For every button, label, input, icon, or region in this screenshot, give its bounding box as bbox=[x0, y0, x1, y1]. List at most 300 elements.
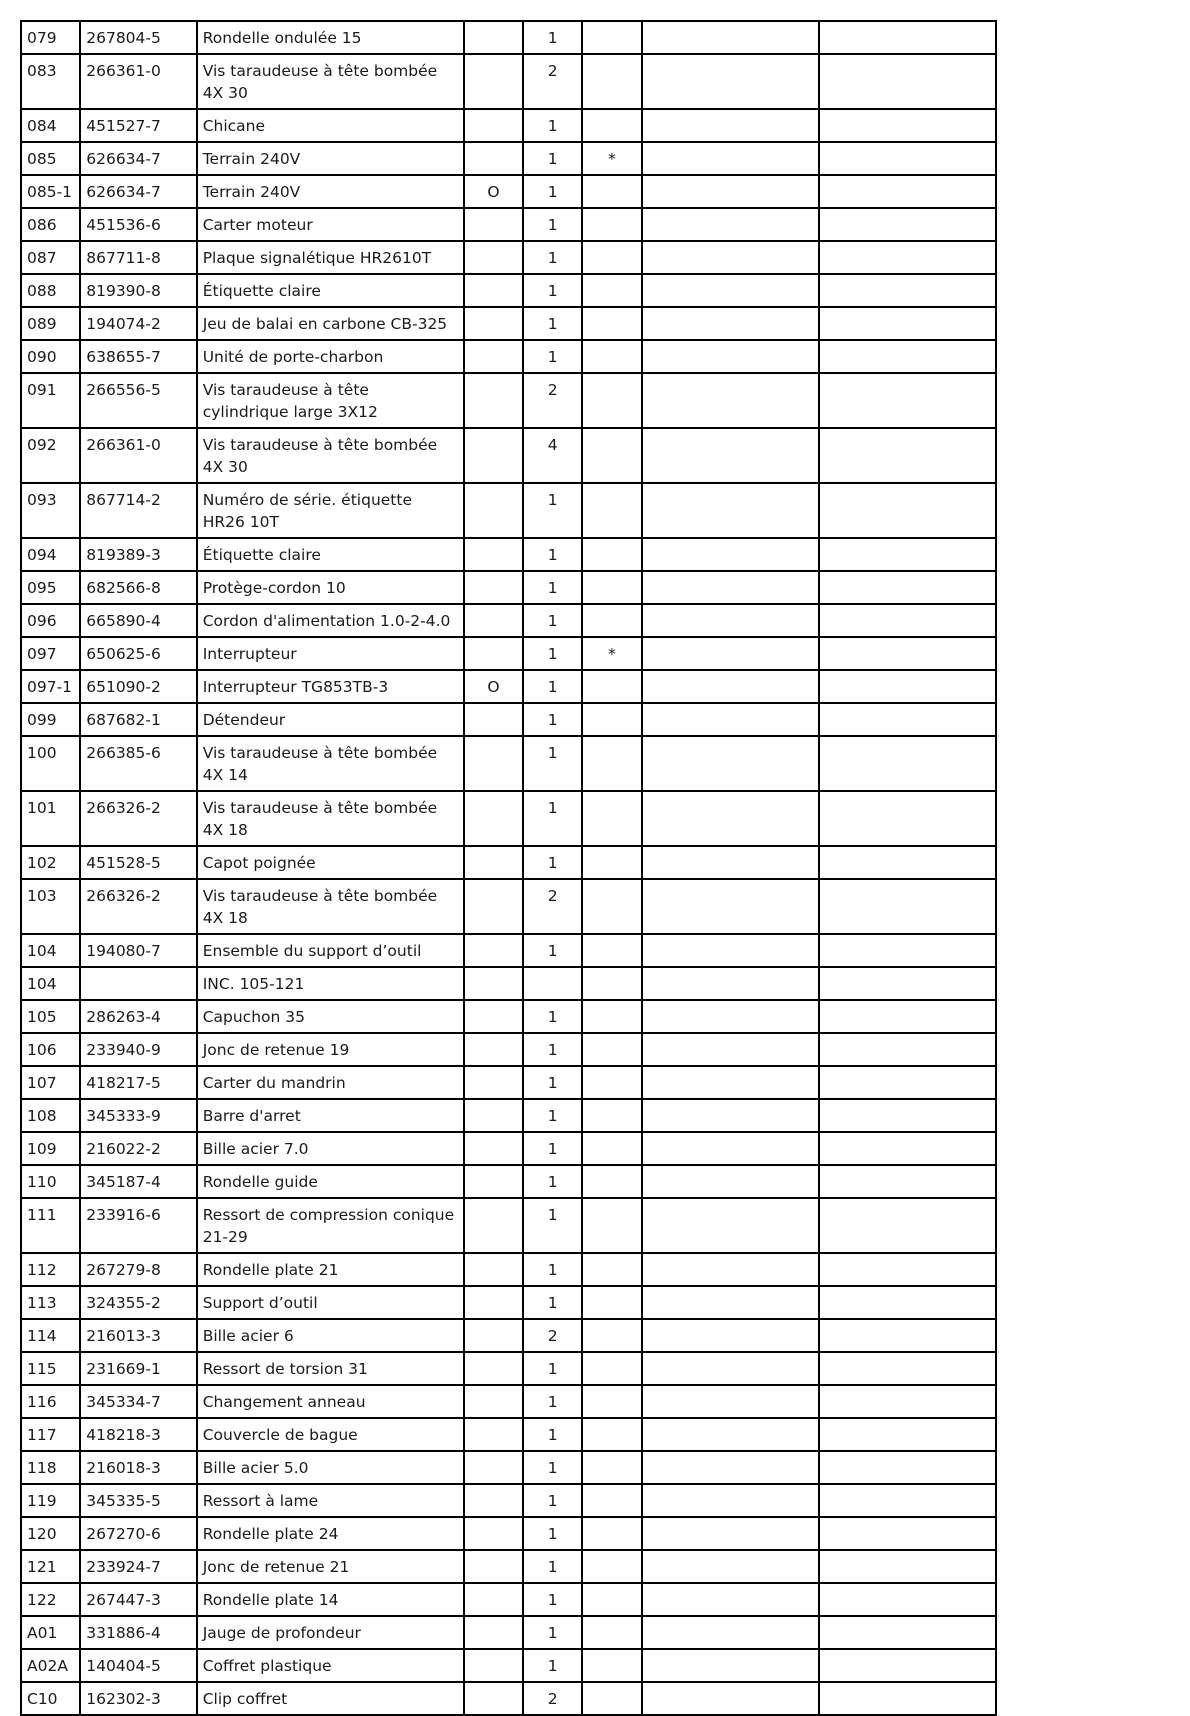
description-cell: Ressort de torsion 31 bbox=[197, 1352, 464, 1385]
note-cell bbox=[582, 604, 641, 637]
item-number-cell: 091 bbox=[21, 373, 80, 428]
note-cell bbox=[582, 934, 641, 967]
option-cell bbox=[464, 428, 523, 483]
option-cell bbox=[464, 1616, 523, 1649]
item-number-cell: 092 bbox=[21, 428, 80, 483]
blank-cell bbox=[819, 1066, 996, 1099]
part-number-cell: 194080-7 bbox=[80, 934, 196, 967]
blank-cell bbox=[642, 1132, 820, 1165]
note-cell bbox=[582, 208, 641, 241]
table-row bbox=[21, 1319, 996, 1352]
description-cell: Jauge de profondeur bbox=[197, 1616, 464, 1649]
quantity-cell: 1 bbox=[523, 1253, 582, 1286]
blank-cell bbox=[819, 1319, 996, 1352]
table-row bbox=[21, 1352, 996, 1385]
note-cell bbox=[582, 1165, 641, 1198]
note-cell bbox=[582, 571, 641, 604]
blank-cell bbox=[819, 637, 996, 670]
part-number-cell: 345335-5 bbox=[80, 1484, 196, 1517]
part-number-cell: 233916-6 bbox=[80, 1198, 196, 1253]
quantity-cell: 1 bbox=[523, 703, 582, 736]
description-cell: Couvercle de bague bbox=[197, 1418, 464, 1451]
description-cell: Barre d'arret bbox=[197, 1099, 464, 1132]
item-number-cell: 090 bbox=[21, 340, 80, 373]
blank-cell bbox=[642, 109, 820, 142]
description-cell: Capuchon 35 bbox=[197, 1000, 464, 1033]
part-number-cell: 286263-4 bbox=[80, 1000, 196, 1033]
part-number-cell: 231669-1 bbox=[80, 1352, 196, 1385]
table-row bbox=[21, 373, 996, 428]
note-cell bbox=[582, 1033, 641, 1066]
table-row bbox=[21, 538, 996, 571]
part-number-cell: 867711-8 bbox=[80, 241, 196, 274]
blank-cell bbox=[642, 846, 820, 879]
quantity-cell: 2 bbox=[523, 373, 582, 428]
blank-cell bbox=[642, 670, 820, 703]
table-row bbox=[21, 483, 996, 538]
table-row bbox=[21, 1033, 996, 1066]
item-number-cell: 086 bbox=[21, 208, 80, 241]
part-number-cell: 162302-3 bbox=[80, 1682, 196, 1715]
blank-cell bbox=[642, 1165, 820, 1198]
part-number-cell: 682566-8 bbox=[80, 571, 196, 604]
part-number-cell: 345334-7 bbox=[80, 1385, 196, 1418]
blank-cell bbox=[819, 879, 996, 934]
description-cell: Étiquette claire bbox=[197, 274, 464, 307]
description-cell: Vis taraudeuse à tête cylindrique large 3X12 bbox=[197, 373, 464, 428]
option-cell bbox=[464, 571, 523, 604]
quantity-cell: 1 bbox=[523, 571, 582, 604]
blank-cell bbox=[819, 1132, 996, 1165]
blank-cell bbox=[819, 846, 996, 879]
option-cell bbox=[464, 109, 523, 142]
option-cell bbox=[464, 274, 523, 307]
blank-cell bbox=[642, 571, 820, 604]
note-cell bbox=[582, 1253, 641, 1286]
note-cell bbox=[582, 21, 641, 54]
quantity-cell: 1 bbox=[523, 1033, 582, 1066]
table-row bbox=[21, 307, 996, 340]
blank-cell bbox=[642, 1066, 820, 1099]
part-number-cell: 233940-9 bbox=[80, 1033, 196, 1066]
item-number-cell: 100 bbox=[21, 736, 80, 791]
option-cell: O bbox=[464, 175, 523, 208]
quantity-cell: 4 bbox=[523, 428, 582, 483]
quantity-cell: 1 bbox=[523, 846, 582, 879]
table-row bbox=[21, 1418, 996, 1451]
option-cell bbox=[464, 54, 523, 109]
item-number-cell: 084 bbox=[21, 109, 80, 142]
item-number-cell: C10 bbox=[21, 1682, 80, 1715]
option-cell bbox=[464, 208, 523, 241]
blank-cell bbox=[819, 109, 996, 142]
blank-cell bbox=[642, 483, 820, 538]
note-cell bbox=[582, 340, 641, 373]
table-row bbox=[21, 1165, 996, 1198]
table-row bbox=[21, 1616, 996, 1649]
option-cell bbox=[464, 846, 523, 879]
option-cell bbox=[464, 1319, 523, 1352]
table-row bbox=[21, 54, 996, 109]
item-number-cell: 104 bbox=[21, 967, 80, 1000]
option-cell bbox=[464, 967, 523, 1000]
option-cell bbox=[464, 934, 523, 967]
option-cell bbox=[464, 1583, 523, 1616]
option-cell bbox=[464, 142, 523, 175]
part-number-cell: 216022-2 bbox=[80, 1132, 196, 1165]
table-row bbox=[21, 142, 996, 175]
item-number-cell: 097 bbox=[21, 637, 80, 670]
blank-cell bbox=[819, 604, 996, 637]
quantity-cell: 1 bbox=[523, 791, 582, 846]
description-cell: Clip coffret bbox=[197, 1682, 464, 1715]
quantity-cell: 1 bbox=[523, 1385, 582, 1418]
blank-cell bbox=[642, 791, 820, 846]
quantity-cell: 1 bbox=[523, 538, 582, 571]
blank-cell bbox=[642, 1451, 820, 1484]
option-cell bbox=[464, 1253, 523, 1286]
quantity-cell: 1 bbox=[523, 1418, 582, 1451]
note-cell bbox=[582, 428, 641, 483]
option-cell bbox=[464, 604, 523, 637]
blank-cell bbox=[819, 307, 996, 340]
description-cell: Rondelle plate 14 bbox=[197, 1583, 464, 1616]
blank-cell bbox=[642, 1583, 820, 1616]
quantity-cell: 1 bbox=[523, 1616, 582, 1649]
option-cell bbox=[464, 1352, 523, 1385]
note-cell bbox=[582, 373, 641, 428]
item-number-cell: 089 bbox=[21, 307, 80, 340]
blank-cell bbox=[642, 175, 820, 208]
description-cell: Chicane bbox=[197, 109, 464, 142]
blank-cell bbox=[642, 274, 820, 307]
part-number-cell: 324355-2 bbox=[80, 1286, 196, 1319]
blank-cell bbox=[642, 604, 820, 637]
table-row bbox=[21, 1286, 996, 1319]
part-number-cell: 451536-6 bbox=[80, 208, 196, 241]
item-number-cell: 096 bbox=[21, 604, 80, 637]
table-row bbox=[21, 1000, 996, 1033]
blank-cell bbox=[819, 967, 996, 1000]
part-number-cell: 266361-0 bbox=[80, 54, 196, 109]
blank-cell bbox=[642, 307, 820, 340]
item-number-cell: 101 bbox=[21, 791, 80, 846]
part-number-cell: 267804-5 bbox=[80, 21, 196, 54]
table-row bbox=[21, 670, 996, 703]
blank-cell bbox=[819, 1517, 996, 1550]
description-cell: Carter moteur bbox=[197, 208, 464, 241]
description-cell: Plaque signalétique HR2610T bbox=[197, 241, 464, 274]
description-cell: Unité de porte-charbon bbox=[197, 340, 464, 373]
blank-cell bbox=[819, 736, 996, 791]
description-cell: Bille acier 7.0 bbox=[197, 1132, 464, 1165]
part-number-cell: 345333-9 bbox=[80, 1099, 196, 1132]
quantity-cell: 2 bbox=[523, 54, 582, 109]
note-cell bbox=[582, 1649, 641, 1682]
table-row bbox=[21, 571, 996, 604]
blank-cell bbox=[819, 483, 996, 538]
blank-cell bbox=[819, 340, 996, 373]
blank-cell bbox=[819, 208, 996, 241]
blank-cell bbox=[819, 428, 996, 483]
blank-cell bbox=[642, 1099, 820, 1132]
description-cell: Coffret plastique bbox=[197, 1649, 464, 1682]
quantity-cell: 1 bbox=[523, 21, 582, 54]
blank-cell bbox=[819, 1198, 996, 1253]
blank-cell bbox=[642, 1550, 820, 1583]
item-number-cell: 095 bbox=[21, 571, 80, 604]
quantity-cell: 1 bbox=[523, 340, 582, 373]
part-number-cell: 638655-7 bbox=[80, 340, 196, 373]
part-number-cell: 418218-3 bbox=[80, 1418, 196, 1451]
option-cell bbox=[464, 1000, 523, 1033]
description-cell: Interrupteur bbox=[197, 637, 464, 670]
part-number-cell: 651090-2 bbox=[80, 670, 196, 703]
description-cell: Ressort à lame bbox=[197, 1484, 464, 1517]
blank-cell bbox=[642, 967, 820, 1000]
quantity-cell: 2 bbox=[523, 1319, 582, 1352]
option-cell bbox=[464, 703, 523, 736]
item-number-cell: 104 bbox=[21, 934, 80, 967]
blank-cell bbox=[642, 1033, 820, 1066]
table-row bbox=[21, 1550, 996, 1583]
description-cell: Rondelle plate 24 bbox=[197, 1517, 464, 1550]
blank-cell bbox=[819, 703, 996, 736]
note-cell bbox=[582, 703, 641, 736]
blank-cell bbox=[819, 1649, 996, 1682]
quantity-cell: 1 bbox=[523, 637, 582, 670]
quantity-cell: 1 bbox=[523, 1132, 582, 1165]
description-cell: Rondelle ondulée 15 bbox=[197, 21, 464, 54]
blank-cell bbox=[642, 241, 820, 274]
part-number-cell: 626634-7 bbox=[80, 142, 196, 175]
quantity-cell: 1 bbox=[523, 1517, 582, 1550]
part-number-cell: 345187-4 bbox=[80, 1165, 196, 1198]
item-number-cell: 094 bbox=[21, 538, 80, 571]
blank-cell bbox=[642, 1286, 820, 1319]
blank-cell bbox=[819, 1451, 996, 1484]
note-cell bbox=[582, 1682, 641, 1715]
table-row bbox=[21, 175, 996, 208]
item-number-cell: 107 bbox=[21, 1066, 80, 1099]
table-row bbox=[21, 1451, 996, 1484]
table-row bbox=[21, 879, 996, 934]
item-number-cell: 117 bbox=[21, 1418, 80, 1451]
option-cell: O bbox=[464, 670, 523, 703]
blank-cell bbox=[819, 1352, 996, 1385]
quantity-cell: 1 bbox=[523, 1165, 582, 1198]
part-number-cell: 418217-5 bbox=[80, 1066, 196, 1099]
blank-cell bbox=[819, 1033, 996, 1066]
blank-cell bbox=[819, 1000, 996, 1033]
blank-cell bbox=[819, 571, 996, 604]
item-number-cell: 099 bbox=[21, 703, 80, 736]
blank-cell bbox=[819, 175, 996, 208]
part-number-cell: 216013-3 bbox=[80, 1319, 196, 1352]
part-number-cell: 665890-4 bbox=[80, 604, 196, 637]
note-cell bbox=[582, 670, 641, 703]
quantity-cell: 1 bbox=[523, 604, 582, 637]
option-cell bbox=[464, 1517, 523, 1550]
note-cell bbox=[582, 307, 641, 340]
description-cell: Support d’outil bbox=[197, 1286, 464, 1319]
description-cell: Capot poignée bbox=[197, 846, 464, 879]
note-cell bbox=[582, 538, 641, 571]
part-number-cell: 267279-8 bbox=[80, 1253, 196, 1286]
blank-cell bbox=[642, 1385, 820, 1418]
item-number-cell: 115 bbox=[21, 1352, 80, 1385]
option-cell bbox=[464, 373, 523, 428]
option-cell bbox=[464, 637, 523, 670]
description-cell: Vis taraudeuse à tête bombée 4X 18 bbox=[197, 879, 464, 934]
option-cell bbox=[464, 241, 523, 274]
note-cell bbox=[582, 274, 641, 307]
item-number-cell: 120 bbox=[21, 1517, 80, 1550]
option-cell bbox=[464, 1385, 523, 1418]
table-row bbox=[21, 1517, 996, 1550]
blank-cell bbox=[819, 1099, 996, 1132]
option-cell bbox=[464, 1484, 523, 1517]
description-cell: Changement anneau bbox=[197, 1385, 464, 1418]
option-cell bbox=[464, 1165, 523, 1198]
blank-cell bbox=[642, 1616, 820, 1649]
description-cell: Bille acier 5.0 bbox=[197, 1451, 464, 1484]
table-row bbox=[21, 736, 996, 791]
blank-cell bbox=[642, 736, 820, 791]
description-cell: Détendeur bbox=[197, 703, 464, 736]
description-cell: Vis taraudeuse à tête bombée 4X 30 bbox=[197, 428, 464, 483]
note-cell bbox=[582, 109, 641, 142]
note-cell bbox=[582, 1198, 641, 1253]
table-row bbox=[21, 1132, 996, 1165]
description-cell: Ressort de compression conique 21-29 bbox=[197, 1198, 464, 1253]
blank-cell bbox=[819, 1682, 996, 1715]
note-cell bbox=[582, 736, 641, 791]
blank-cell bbox=[819, 142, 996, 175]
note-cell bbox=[582, 1000, 641, 1033]
blank-cell bbox=[819, 373, 996, 428]
blank-cell bbox=[642, 1319, 820, 1352]
quantity-cell: 1 bbox=[523, 1066, 582, 1099]
part-number-cell: 266361-0 bbox=[80, 428, 196, 483]
note-cell bbox=[582, 1451, 641, 1484]
part-number-cell: 140404-5 bbox=[80, 1649, 196, 1682]
description-cell: Cordon d'alimentation 1.0-2-4.0 bbox=[197, 604, 464, 637]
description-cell: Vis taraudeuse à tête bombée 4X 30 bbox=[197, 54, 464, 109]
blank-cell bbox=[819, 791, 996, 846]
quantity-cell: 1 bbox=[523, 1286, 582, 1319]
blank-cell bbox=[819, 1583, 996, 1616]
table-row bbox=[21, 1484, 996, 1517]
option-cell bbox=[464, 1198, 523, 1253]
blank-cell bbox=[819, 538, 996, 571]
note-cell: * bbox=[582, 637, 641, 670]
blank-cell bbox=[819, 1385, 996, 1418]
blank-cell bbox=[642, 1517, 820, 1550]
quantity-cell: 1 bbox=[523, 1000, 582, 1033]
option-cell bbox=[464, 1066, 523, 1099]
table-row bbox=[21, 791, 996, 846]
table-row bbox=[21, 1066, 996, 1099]
quantity-cell: 1 bbox=[523, 109, 582, 142]
blank-cell bbox=[642, 373, 820, 428]
item-number-cell: 087 bbox=[21, 241, 80, 274]
quantity-cell: 1 bbox=[523, 1583, 582, 1616]
description-cell: Rondelle guide bbox=[197, 1165, 464, 1198]
description-cell: Vis taraudeuse à tête bombée 4X 18 bbox=[197, 791, 464, 846]
description-cell: Terrain 240V bbox=[197, 175, 464, 208]
item-number-cell: 105 bbox=[21, 1000, 80, 1033]
option-cell bbox=[464, 1649, 523, 1682]
item-number-cell: A01 bbox=[21, 1616, 80, 1649]
blank-cell bbox=[642, 1198, 820, 1253]
note-cell bbox=[582, 1583, 641, 1616]
part-number-cell: 451528-5 bbox=[80, 846, 196, 879]
note-cell bbox=[582, 175, 641, 208]
description-cell: Étiquette claire bbox=[197, 538, 464, 571]
option-cell bbox=[464, 791, 523, 846]
quantity-cell: 1 bbox=[523, 1451, 582, 1484]
note-cell bbox=[582, 1385, 641, 1418]
item-number-cell: 106 bbox=[21, 1033, 80, 1066]
description-cell: Terrain 240V bbox=[197, 142, 464, 175]
table-row bbox=[21, 1649, 996, 1682]
table-row bbox=[21, 428, 996, 483]
option-cell bbox=[464, 307, 523, 340]
description-cell: Bille acier 6 bbox=[197, 1319, 464, 1352]
description-cell: Rondelle plate 21 bbox=[197, 1253, 464, 1286]
blank-cell bbox=[642, 1352, 820, 1385]
note-cell bbox=[582, 241, 641, 274]
table-row bbox=[21, 1682, 996, 1715]
quantity-cell: 1 bbox=[523, 208, 582, 241]
part-number-cell: 267447-3 bbox=[80, 1583, 196, 1616]
table-row bbox=[21, 21, 996, 54]
item-number-cell: 093 bbox=[21, 483, 80, 538]
blank-cell bbox=[819, 1484, 996, 1517]
item-number-cell: 118 bbox=[21, 1451, 80, 1484]
option-cell bbox=[464, 1550, 523, 1583]
quantity-cell: 1 bbox=[523, 1198, 582, 1253]
table-row bbox=[21, 846, 996, 879]
table-row bbox=[21, 604, 996, 637]
item-number-cell: 121 bbox=[21, 1550, 80, 1583]
part-number-cell: 266385-6 bbox=[80, 736, 196, 791]
note-cell bbox=[582, 846, 641, 879]
quantity-cell: 1 bbox=[523, 1352, 582, 1385]
option-cell bbox=[464, 1418, 523, 1451]
part-number-cell: 650625-6 bbox=[80, 637, 196, 670]
item-number-cell: 108 bbox=[21, 1099, 80, 1132]
note-cell bbox=[582, 1484, 641, 1517]
description-cell: Interrupteur TG853TB-3 bbox=[197, 670, 464, 703]
part-number-cell: 451527-7 bbox=[80, 109, 196, 142]
table-row bbox=[21, 274, 996, 307]
option-cell bbox=[464, 879, 523, 934]
part-number-cell: 216018-3 bbox=[80, 1451, 196, 1484]
item-number-cell: 119 bbox=[21, 1484, 80, 1517]
item-number-cell: A02A bbox=[21, 1649, 80, 1682]
note-cell bbox=[582, 1517, 641, 1550]
option-cell bbox=[464, 340, 523, 373]
option-cell bbox=[464, 1132, 523, 1165]
part-number-cell: 687682-1 bbox=[80, 703, 196, 736]
item-number-cell: 103 bbox=[21, 879, 80, 934]
part-number-cell bbox=[80, 967, 196, 1000]
blank-cell bbox=[642, 538, 820, 571]
description-cell: INC. 105-121 bbox=[197, 967, 464, 1000]
quantity-cell: 1 bbox=[523, 1484, 582, 1517]
